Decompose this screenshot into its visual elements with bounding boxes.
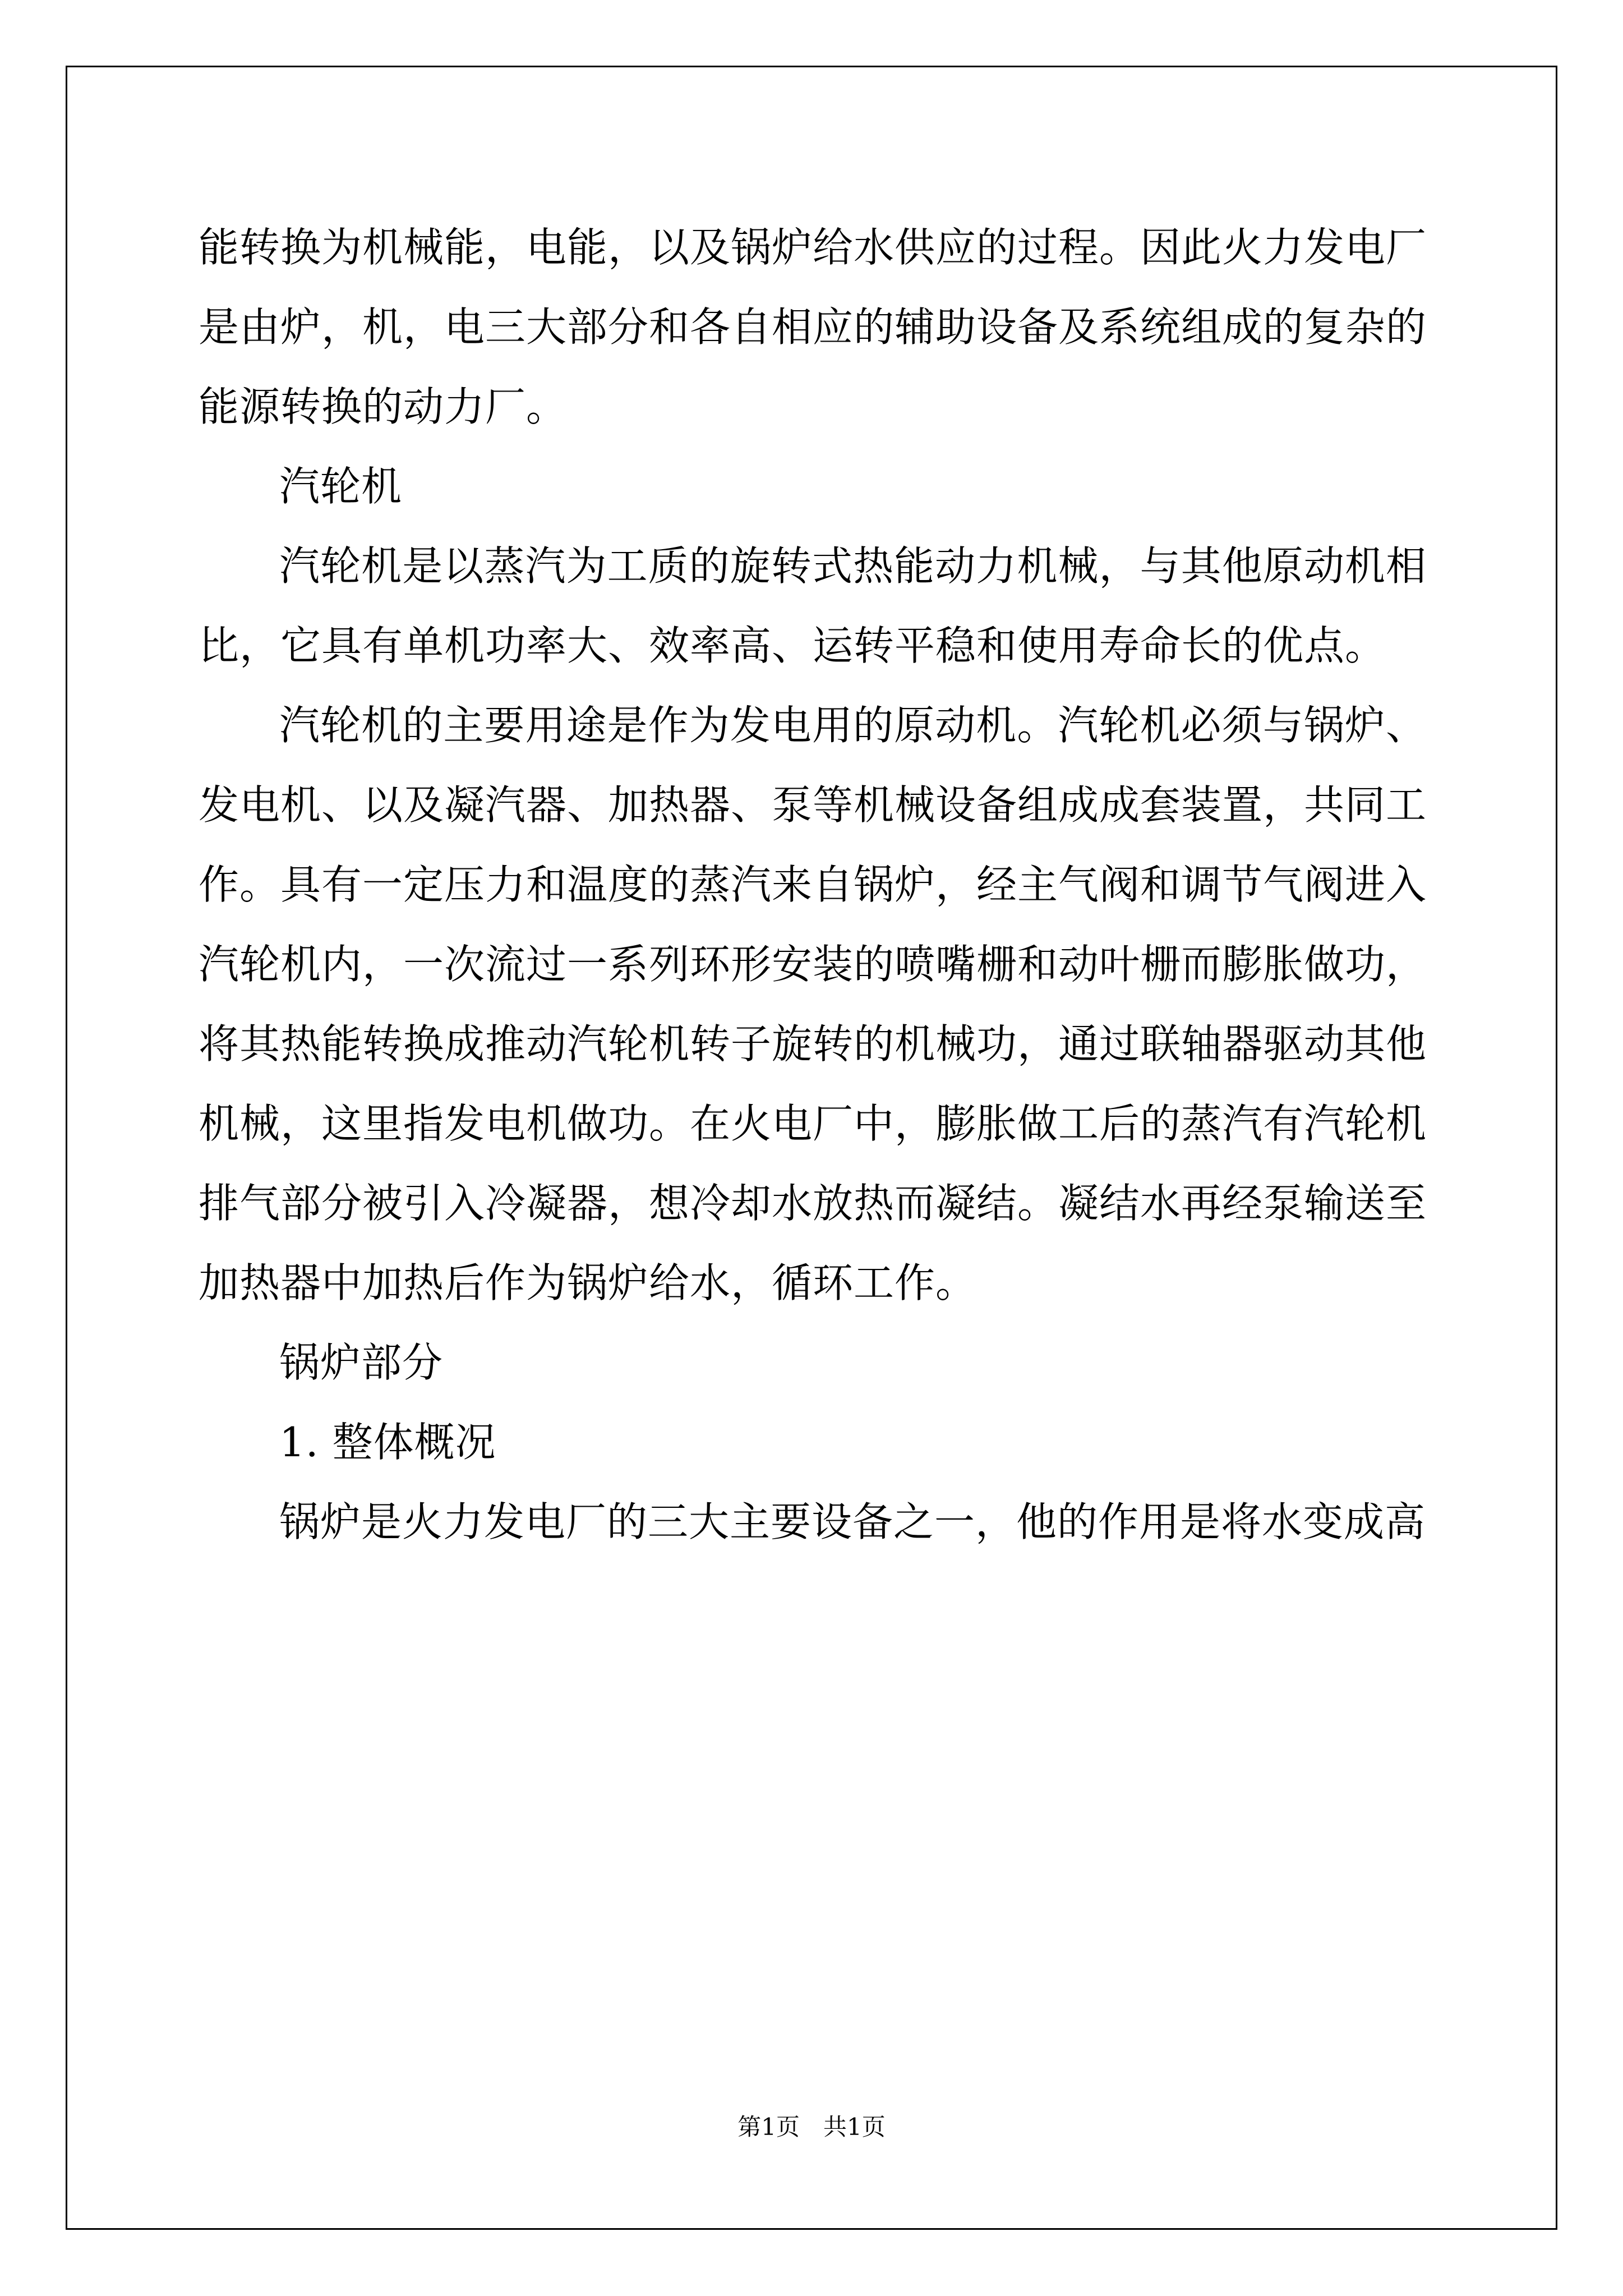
paragraph-continuation: 能转换为机械能，电能，以及锅炉给水供应的过程。因此火力发电厂是由炉，机，电三大部分和各自相应的辅助设备及系统组成的复杂的能源转换的动力厂。 [199, 224, 1427, 430]
section-heading-boiler: 锅炉部分 [279, 1339, 444, 1386]
document-body [199, 208, 1427, 1562]
section-heading-turbine: 汽轮机 [279, 463, 403, 510]
paragraph-boiler-intro: 锅炉是火力发电厂的三大主要设备之一，他的作用是将水变成高 [279, 1498, 1426, 1545]
paragraph-turbine-definition: 汽轮机是以蒸汽为工质的旋转式热能动力机械，与其他原动机相比，它具有单机功率大、效率高、运转平稳和使用寿命长的优点。 [199, 542, 1427, 669]
paragraph-turbine-usage: 汽轮机的主要用途是作为发电用的原动机。汽轮机必须与锅炉、发电机、以及凝汽器、加热器、泵等机械设备组成成套装置，共同工作。具有一定压力和温度的蒸汽来自锅炉，经主气阀和调节气阀进入汽轮机内，一次流过一系列环形安装的喷嘴栅和动叶栅而膨胀做功，将其热能转换成推动汽轮机转子旋转的机械功，通过联轴器驱动其他机械，这里指发电机做功。在火电厂中，膨胀做工后的蒸汽有汽轮机排气部分被引入冷凝器，想冷却水放热而凝结。凝结水再经泵输送至加热器中加热后作为锅炉给水，循环工作。 [199, 702, 1427, 1306]
subsection-heading-overview: 1. 整体概况 [279, 1419, 496, 1466]
page-number-footer: 第1页 共1页 [737, 2113, 886, 2141]
